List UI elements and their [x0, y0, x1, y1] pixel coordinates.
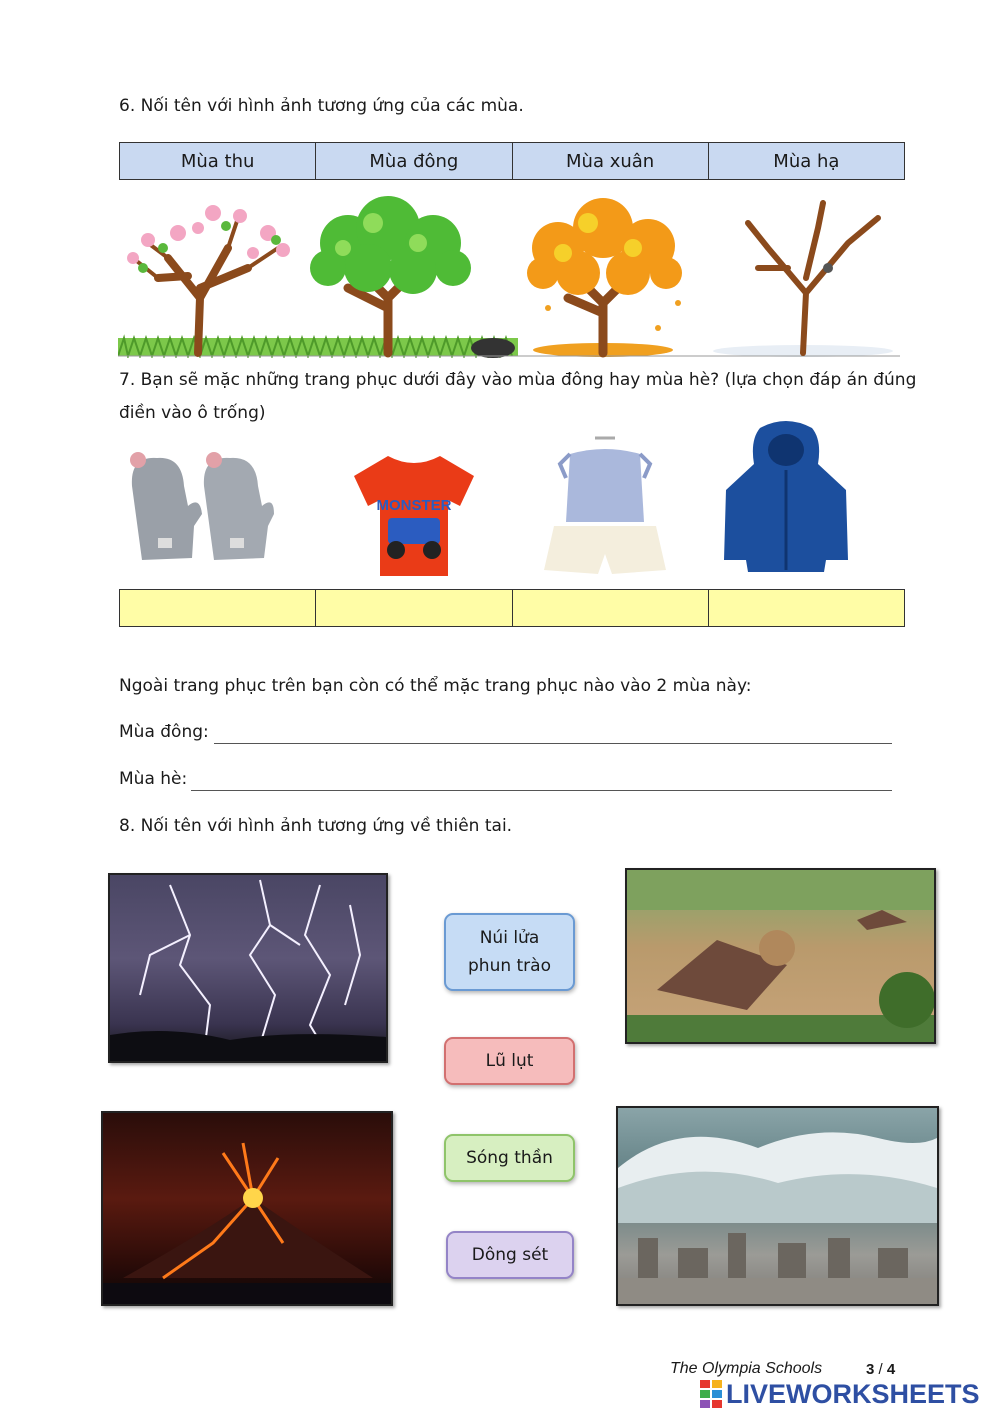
label-volcano-line2: phun trào — [468, 956, 551, 976]
label-volcano-button[interactable] — [444, 913, 575, 991]
answer-input-mittens[interactable] — [120, 589, 319, 627]
question-6-title: 6. Nối tên với hình ảnh tương ứng của các mùa. — [119, 96, 524, 116]
answer-input-summer-outfit[interactable] — [513, 589, 712, 627]
tshirt-print-text: MONSTER — [376, 497, 452, 514]
rock — [471, 338, 515, 358]
season-trees-illustration — [118, 188, 900, 358]
season-label-summer[interactable]: Mùa hạ — [708, 143, 904, 180]
question-7-title-line2: điền vào ô trống) — [119, 403, 266, 423]
question-7-title-line1: 7. Bạn sẽ mặc những trang phục dưới đây vào mùa đông hay mùa hè? (lựa chọn đáp án đúng — [119, 370, 917, 390]
season-label-spring[interactable]: Mùa xuân — [512, 143, 708, 180]
page-current: 3 — [866, 1361, 875, 1378]
label-tsunami-text: Sóng thần — [466, 1148, 553, 1168]
winter-label: Mùa đông: — [119, 722, 209, 742]
tree-autumn — [527, 198, 682, 353]
label-thunder-button[interactable] — [446, 1231, 574, 1279]
answer-box-jacket[interactable] — [708, 590, 904, 627]
label-tsunami-button[interactable] — [444, 1134, 575, 1182]
page-number — [866, 1361, 895, 1378]
tshirt-image — [348, 448, 480, 578]
lightning-photo — [108, 873, 388, 1063]
winter-jacket-image — [718, 420, 854, 576]
label-flood-button[interactable] — [444, 1037, 575, 1085]
label-thunder-text: Dông sét — [471, 1245, 549, 1265]
season-label-autumn[interactable]: Mùa thu — [120, 143, 316, 180]
summer-label: Mùa hè: — [119, 769, 188, 789]
tsunami-photo — [616, 1106, 939, 1306]
footer-school-name: The Olympia Schools — [670, 1360, 823, 1377]
winter-clothing-input[interactable] — [214, 719, 892, 744]
extra-clothing-question: Ngoài trang phục trên bạn còn có thể mặc trang phục nào vào 2 mùa này: — [119, 676, 752, 696]
answer-input-tshirt[interactable] — [316, 589, 515, 627]
flood-photo — [625, 868, 936, 1044]
question-8-title: 8. Nối tên với hình ảnh tương ứng về thiên tai. — [119, 816, 513, 836]
season-name-table — [119, 142, 905, 180]
mittens-image — [122, 446, 282, 568]
liveworksheets-brand-text: LIVEWORKSHEETS — [726, 1378, 980, 1409]
answer-box-mittens[interactable] — [120, 590, 316, 627]
summer-outfit-image — [540, 434, 670, 578]
volcano-photo — [101, 1111, 393, 1306]
liveworksheets-mark-icon — [700, 1380, 724, 1408]
page-total: 4 — [886, 1361, 896, 1378]
clothing-answer-table — [119, 589, 905, 627]
answer-input-jacket[interactable] — [709, 589, 908, 627]
page-separator: / — [874, 1361, 887, 1378]
season-label-winter[interactable]: Mùa đông — [316, 143, 512, 180]
liveworksheets-logo[interactable] — [700, 1378, 992, 1410]
summer-clothing-input[interactable] — [191, 766, 892, 791]
label-flood-text: Lũ lụt — [485, 1051, 534, 1071]
label-volcano-line1: Núi lửa — [479, 928, 540, 948]
answer-box-tshirt[interactable] — [316, 590, 512, 627]
answer-box-summer-outfit[interactable] — [512, 590, 708, 627]
tree-spring — [127, 205, 290, 353]
bird — [823, 263, 833, 273]
tree-summer — [310, 196, 471, 353]
tree-winter — [748, 203, 878, 353]
